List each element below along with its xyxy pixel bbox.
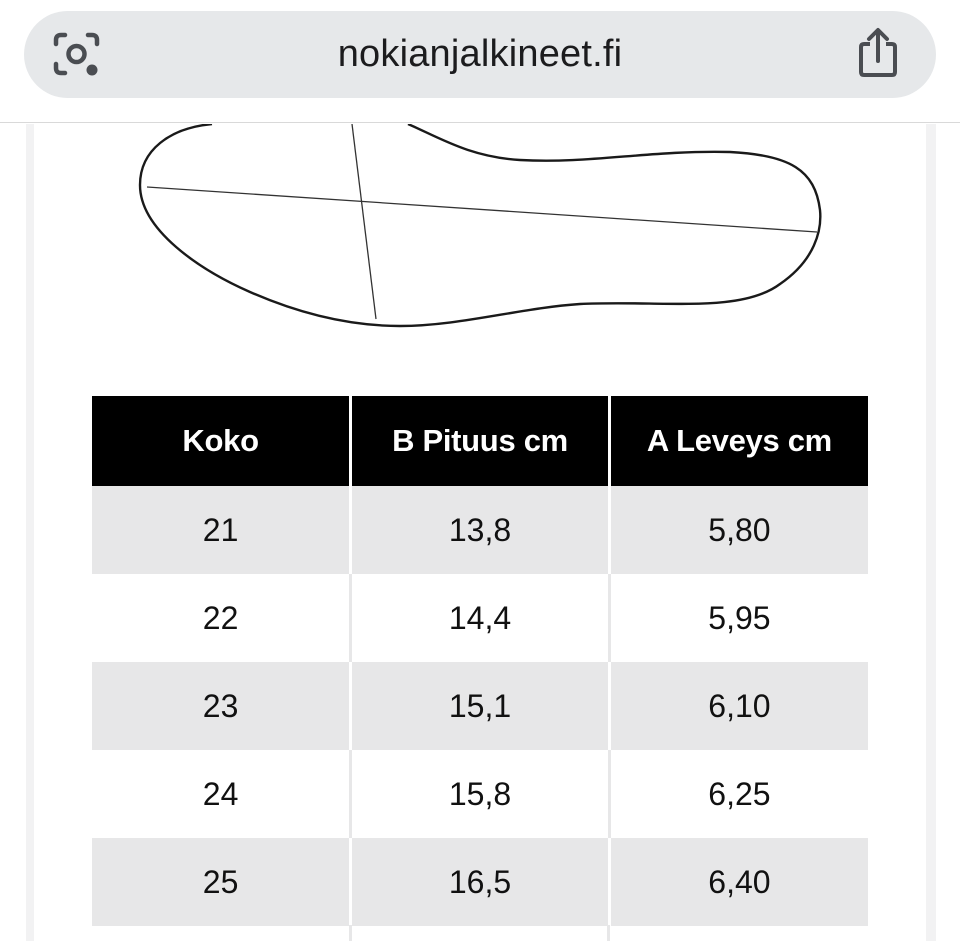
header-length: B Pituus cm <box>351 396 610 486</box>
share-icon <box>852 26 904 80</box>
cell-size: 25 <box>92 838 351 926</box>
cell-width: 5,80 <box>609 486 868 574</box>
table-row <box>92 750 868 838</box>
cell-length: 15,8 <box>351 750 610 838</box>
browser-top-bar <box>0 0 960 123</box>
table-header-row <box>92 396 868 486</box>
share-button[interactable] <box>852 26 904 80</box>
header-size: Koko <box>92 396 351 486</box>
cell-length: 14,4 <box>351 574 610 662</box>
table-row <box>92 574 868 662</box>
length-measure-line <box>147 187 817 232</box>
foot-outline-diagram <box>130 124 830 339</box>
cell-size: 21 <box>92 486 351 574</box>
cell-width: 6,10 <box>609 662 868 750</box>
visual-search-icon <box>50 30 104 80</box>
cell-size: 24 <box>92 750 351 838</box>
cell-size: 23 <box>92 662 351 750</box>
visual-search-button[interactable] <box>50 30 104 80</box>
cell-width: 5,95 <box>609 574 868 662</box>
table-divider <box>607 925 610 941</box>
page-margin-left <box>26 124 34 941</box>
cell-width: 6,25 <box>609 750 868 838</box>
page-margin-right <box>926 124 936 941</box>
cell-length: 16,5 <box>351 838 610 926</box>
width-measure-line <box>352 124 376 319</box>
table-row <box>92 838 868 926</box>
header-width: A Leveys cm <box>609 396 868 486</box>
size-chart-table <box>92 396 868 926</box>
table-row <box>92 662 868 750</box>
table-row <box>92 486 868 574</box>
cell-width: 6,40 <box>609 838 868 926</box>
cell-size: 22 <box>92 574 351 662</box>
cell-length: 13,8 <box>351 486 610 574</box>
cell-length: 15,1 <box>351 662 610 750</box>
url-text[interactable]: nokianjalkineet.fi <box>337 33 623 75</box>
table-divider <box>349 925 352 941</box>
